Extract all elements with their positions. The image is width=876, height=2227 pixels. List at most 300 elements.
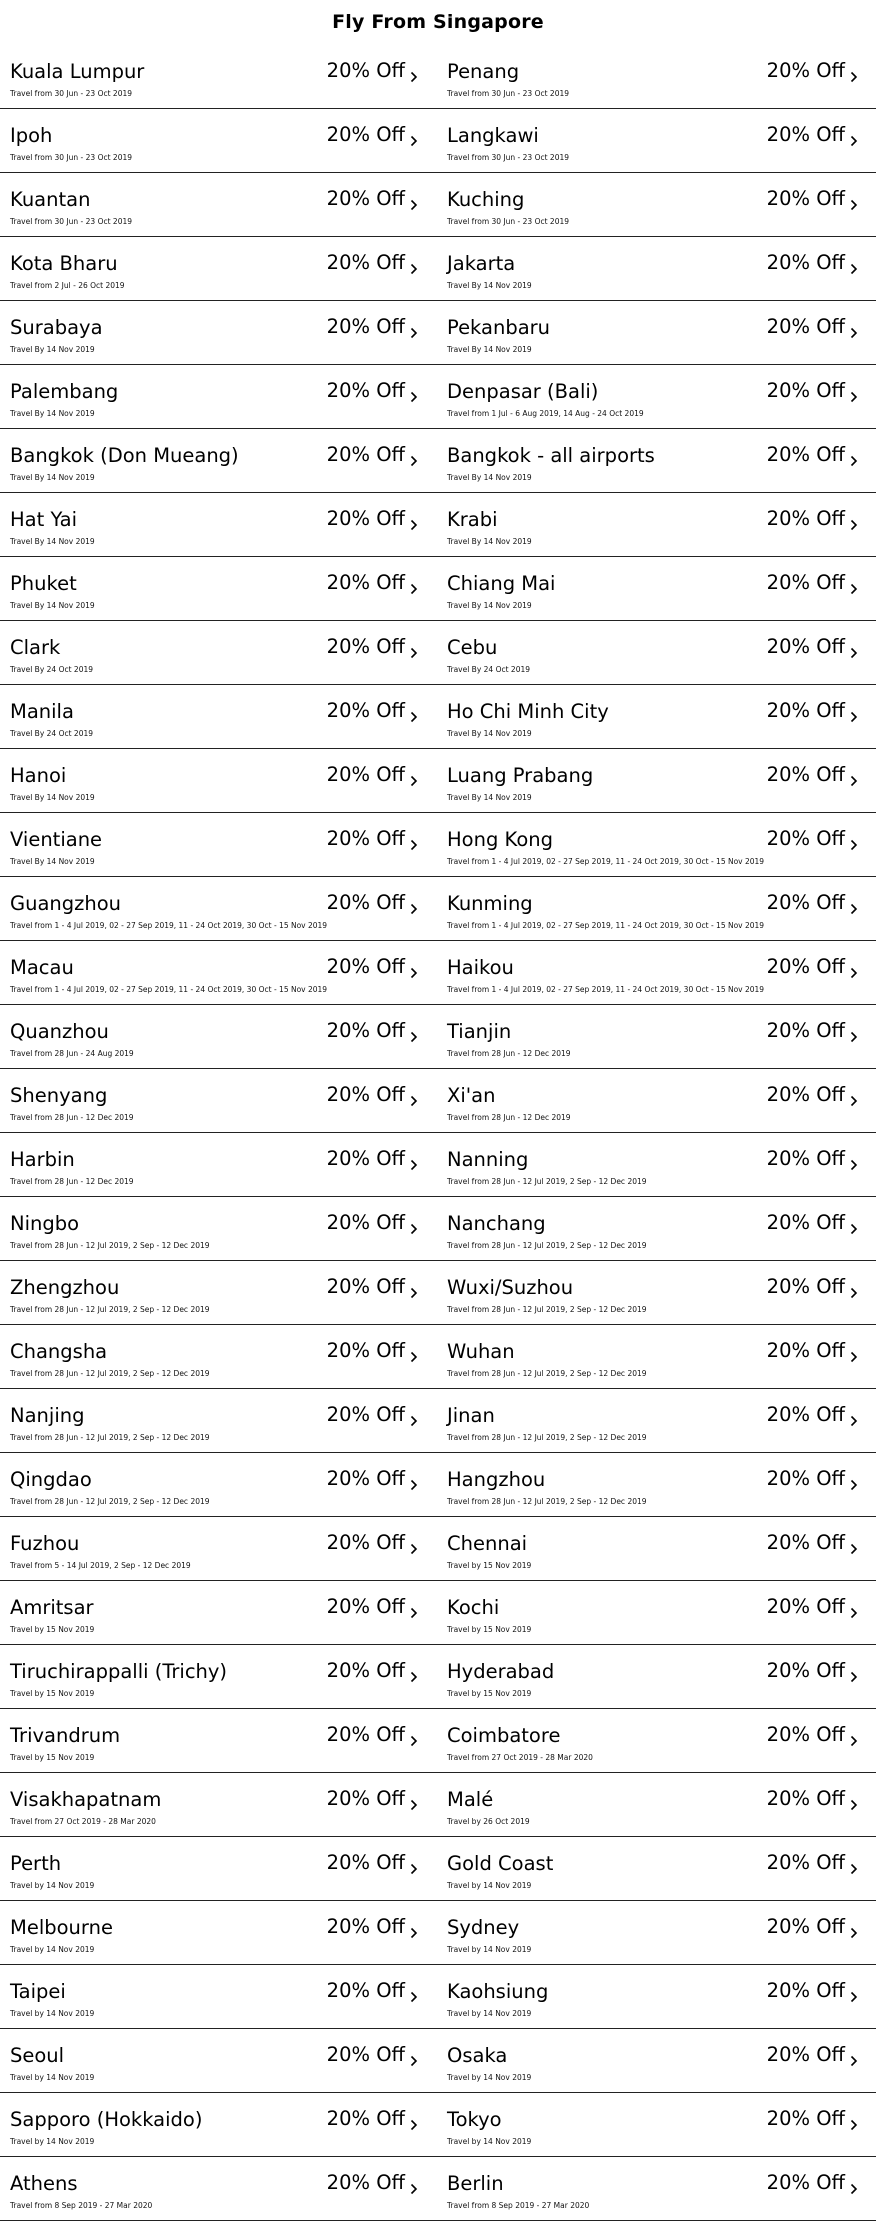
discount-label: 20% Off: [326, 315, 405, 338]
discount-label: 20% Off: [326, 379, 405, 402]
discount-label: 20% Off: [326, 1467, 405, 1490]
travel-period: Travel from 28 Jun - 12 Dec 2019: [447, 1113, 571, 1122]
destination-city: Changsha: [10, 1340, 108, 1363]
destination-city: Kaohsiung: [447, 1980, 549, 2003]
discount-label: 20% Off: [766, 1019, 845, 1042]
destination-card[interactable]: [0, 237, 436, 301]
chevron-right-icon: [410, 1031, 418, 1043]
destination-card[interactable]: [436, 237, 876, 301]
discount-label: 20% Off: [766, 1339, 845, 1362]
discount-label: 20% Off: [766, 2043, 845, 2066]
discount-label: 20% Off: [766, 1531, 845, 1554]
destination-card[interactable]: [436, 301, 876, 365]
travel-period: Travel by 14 Nov 2019: [447, 2137, 532, 2146]
destination-card[interactable]: [0, 2029, 436, 2093]
chevron-right-icon: [410, 1287, 418, 1299]
destination-city: Haikou: [447, 956, 514, 979]
discount-label: 20% Off: [326, 1659, 405, 1682]
travel-period: Travel by 15 Nov 2019: [447, 1689, 532, 1698]
destination-card[interactable]: [0, 1837, 436, 1901]
travel-period: Travel by 15 Nov 2019: [447, 1561, 532, 1570]
travel-period: Travel by 14 Nov 2019: [447, 1945, 532, 1954]
travel-period: Travel from 30 Jun - 23 Oct 2019: [447, 89, 570, 98]
destination-card[interactable]: [0, 1581, 436, 1645]
chevron-right-icon: [410, 391, 418, 403]
destination-card[interactable]: [0, 2157, 436, 2221]
chevron-right-icon: [410, 1671, 418, 1683]
chevron-right-icon: [410, 1159, 418, 1171]
destination-city: Clark: [10, 636, 61, 659]
destination-card[interactable]: [436, 877, 876, 941]
destination-card[interactable]: [0, 1901, 436, 1965]
destination-card[interactable]: [0, 2093, 436, 2157]
travel-period: Travel from 30 Jun - 23 Oct 2019: [10, 89, 133, 98]
destination-card[interactable]: [436, 2093, 876, 2157]
travel-period: Travel by 15 Nov 2019: [10, 1625, 95, 1634]
discount-label: 20% Off: [766, 2107, 845, 2130]
destination-card[interactable]: [0, 1453, 436, 1517]
chevron-right-icon: [410, 1863, 418, 1875]
discount-label: 20% Off: [766, 507, 845, 530]
destination-card[interactable]: [436, 685, 876, 749]
discount-label: 20% Off: [326, 1019, 405, 1042]
destination-city: Kuantan: [10, 188, 91, 211]
destination-card[interactable]: [436, 1005, 876, 1069]
chevron-right-icon: [410, 839, 418, 851]
travel-period: Travel from 28 Jun - 12 Jul 2019, 2 Sep - 12 Dec 2019: [447, 1369, 647, 1378]
travel-period: Travel By 14 Nov 2019: [10, 601, 95, 610]
chevron-right-icon: [850, 1607, 858, 1619]
chevron-right-icon: [410, 903, 418, 915]
discount-label: 20% Off: [326, 635, 405, 658]
discount-label: 20% Off: [326, 59, 405, 82]
destination-city: Bangkok - all airports: [447, 444, 655, 467]
destination-card[interactable]: [436, 429, 876, 493]
destination-card[interactable]: [0, 557, 436, 621]
destination-card[interactable]: [436, 1901, 876, 1965]
destination-card[interactable]: [0, 45, 436, 109]
destination-city: Chiang Mai: [447, 572, 556, 595]
destination-city: Langkawi: [447, 124, 539, 147]
travel-period: Travel By 14 Nov 2019: [447, 281, 532, 290]
travel-period: Travel from 1 Jul - 6 Aug 2019, 14 Aug - 24 Oct 2019: [447, 409, 644, 418]
chevron-right-icon: [850, 1415, 858, 1427]
destination-city: Kochi: [447, 1596, 500, 1619]
travel-period: Travel from 28 Jun - 12 Jul 2019, 2 Sep - 12 Dec 2019: [447, 1433, 647, 1442]
travel-period: Travel By 14 Nov 2019: [10, 537, 95, 546]
discount-label: 20% Off: [326, 827, 405, 850]
destination-city: Bangkok (Don Mueang): [10, 444, 239, 467]
chevron-right-icon: [850, 711, 858, 723]
discount-label: 20% Off: [326, 1403, 405, 1426]
chevron-right-icon: [410, 1991, 418, 2003]
discount-label: 20% Off: [326, 2107, 405, 2130]
destination-card[interactable]: [0, 1069, 436, 1133]
discount-label: 20% Off: [766, 123, 845, 146]
destination-city: Kota Bharu: [10, 252, 118, 275]
destination-city: Kuala Lumpur: [10, 60, 145, 83]
destination-city: Fuzhou: [10, 1532, 80, 1555]
destination-card[interactable]: [436, 493, 876, 557]
travel-period: Travel by 14 Nov 2019: [10, 2009, 95, 2018]
destination-city: Vientiane: [10, 828, 103, 851]
discount-label: 20% Off: [766, 827, 845, 850]
travel-period: Travel from 28 Jun - 12 Jul 2019, 2 Sep - 12 Dec 2019: [447, 1177, 647, 1186]
discount-label: 20% Off: [766, 1723, 845, 1746]
discount-label: 20% Off: [766, 379, 845, 402]
chevron-right-icon: [410, 1607, 418, 1619]
destination-city: Pekanbaru: [447, 316, 551, 339]
travel-period: Travel By 14 Nov 2019: [447, 729, 532, 738]
destination-city: Surabaya: [10, 316, 103, 339]
travel-period: Travel from 28 Jun - 12 Jul 2019, 2 Sep - 12 Dec 2019: [10, 1433, 210, 1442]
travel-period: Travel from 30 Jun - 23 Oct 2019: [447, 217, 570, 226]
discount-label: 20% Off: [326, 2171, 405, 2194]
travel-period: Travel By 24 Oct 2019: [10, 665, 94, 674]
travel-period: Travel by 14 Nov 2019: [10, 2137, 95, 2146]
destination-city: Hangzhou: [447, 1468, 546, 1491]
destination-city: Seoul: [10, 2044, 65, 2067]
chevron-right-icon: [850, 1799, 858, 1811]
destination-city: Hong Kong: [447, 828, 554, 851]
destination-city: Coimbatore: [447, 1724, 561, 1747]
destination-card[interactable]: [436, 365, 876, 429]
destination-city: Jakarta: [447, 252, 516, 275]
destination-city: Manila: [10, 700, 74, 723]
destination-city: Kunming: [447, 892, 533, 915]
travel-period: Travel from 28 Jun - 12 Dec 2019: [447, 1049, 571, 1058]
chevron-right-icon: [410, 1543, 418, 1555]
chevron-right-icon: [410, 135, 418, 147]
discount-label: 20% Off: [326, 1275, 405, 1298]
destination-card[interactable]: [436, 1709, 876, 1773]
destination-card[interactable]: [0, 1645, 436, 1709]
discount-label: 20% Off: [766, 1595, 845, 1618]
discount-label: 20% Off: [766, 635, 845, 658]
destination-city: Taipei: [10, 1980, 66, 2003]
travel-period: Travel by 14 Nov 2019: [10, 2073, 95, 2082]
destination-city: Cebu: [447, 636, 498, 659]
chevron-right-icon: [850, 1671, 858, 1683]
chevron-right-icon: [850, 1095, 858, 1107]
chevron-right-icon: [850, 583, 858, 595]
travel-period: Travel from 28 Jun - 24 Aug 2019: [10, 1049, 134, 1058]
travel-period: Travel from 28 Jun - 12 Jul 2019, 2 Sep - 12 Dec 2019: [10, 1241, 210, 1250]
travel-period: Travel by 14 Nov 2019: [447, 2009, 532, 2018]
chevron-right-icon: [850, 1031, 858, 1043]
destination-card[interactable]: [436, 1581, 876, 1645]
discount-label: 20% Off: [326, 1851, 405, 1874]
chevron-right-icon: [850, 647, 858, 659]
discount-label: 20% Off: [326, 507, 405, 530]
travel-period: Travel By 14 Nov 2019: [10, 793, 95, 802]
destination-city: Denpasar (Bali): [447, 380, 599, 403]
chevron-right-icon: [850, 967, 858, 979]
destination-card[interactable]: [0, 749, 436, 813]
travel-period: Travel by 15 Nov 2019: [10, 1753, 95, 1762]
destination-card[interactable]: [436, 1325, 876, 1389]
travel-period: Travel from 30 Jun - 23 Oct 2019: [447, 153, 570, 162]
destination-card[interactable]: [0, 1709, 436, 1773]
chevron-right-icon: [410, 519, 418, 531]
destination-city: Penang: [447, 60, 520, 83]
destination-card[interactable]: [436, 1517, 876, 1581]
discount-label: 20% Off: [766, 443, 845, 466]
destination-city: Qingdao: [10, 1468, 92, 1491]
destination-city: Ho Chi Minh City: [447, 700, 609, 723]
chevron-right-icon: [410, 1927, 418, 1939]
destination-card[interactable]: [436, 2157, 876, 2221]
travel-period: Travel By 14 Nov 2019: [447, 537, 532, 546]
chevron-right-icon: [850, 2119, 858, 2131]
chevron-right-icon: [410, 1479, 418, 1491]
discount-label: 20% Off: [326, 187, 405, 210]
travel-period: Travel from 1 - 4 Jul 2019, 02 - 27 Sep 2019, 11 - 24 Oct 2019, 30 Oct - 15 Nov 2019: [447, 921, 765, 930]
destination-city: Xi'an: [447, 1084, 496, 1107]
chevron-right-icon: [850, 1735, 858, 1747]
chevron-right-icon: [850, 135, 858, 147]
destination-card[interactable]: [436, 557, 876, 621]
chevron-right-icon: [850, 455, 858, 467]
destination-card[interactable]: [0, 941, 436, 1005]
travel-period: Travel from 28 Jun - 12 Jul 2019, 2 Sep - 12 Dec 2019: [447, 1241, 647, 1250]
travel-period: Travel from 28 Jun - 12 Dec 2019: [10, 1113, 134, 1122]
discount-label: 20% Off: [326, 1723, 405, 1746]
chevron-right-icon: [410, 583, 418, 595]
destination-city: Phuket: [10, 572, 77, 595]
discount-label: 20% Off: [766, 763, 845, 786]
discount-label: 20% Off: [766, 1467, 845, 1490]
travel-period: Travel from 28 Jun - 12 Jul 2019, 2 Sep - 12 Dec 2019: [10, 1369, 210, 1378]
chevron-right-icon: [850, 263, 858, 275]
destination-city: Hat Yai: [10, 508, 78, 531]
destination-card[interactable]: [436, 1645, 876, 1709]
destination-card[interactable]: [436, 1261, 876, 1325]
discount-label: 20% Off: [766, 955, 845, 978]
chevron-right-icon: [410, 1735, 418, 1747]
destination-card[interactable]: [0, 1517, 436, 1581]
destination-card[interactable]: [0, 301, 436, 365]
destination-city: Tiruchirappalli (Trichy): [10, 1660, 228, 1683]
destination-city: Quanzhou: [10, 1020, 109, 1043]
destination-city: Melbourne: [10, 1916, 113, 1939]
travel-period: Travel from 30 Jun - 23 Oct 2019: [10, 217, 133, 226]
chevron-right-icon: [850, 1351, 858, 1363]
discount-label: 20% Off: [326, 443, 405, 466]
destination-city: Tianjin: [447, 1020, 512, 1043]
destination-card[interactable]: [0, 621, 436, 685]
travel-period: Travel By 14 Nov 2019: [447, 601, 532, 610]
discount-label: 20% Off: [326, 1211, 405, 1234]
travel-period: Travel from 8 Sep 2019 - 27 Mar 2020: [447, 2201, 590, 2210]
chevron-right-icon: [410, 647, 418, 659]
discount-label: 20% Off: [326, 571, 405, 594]
travel-period: Travel By 14 Nov 2019: [447, 793, 532, 802]
discount-label: 20% Off: [766, 251, 845, 274]
destination-card[interactable]: [436, 1389, 876, 1453]
chevron-right-icon: [410, 327, 418, 339]
discount-label: 20% Off: [326, 1787, 405, 1810]
destination-city: Guangzhou: [10, 892, 122, 915]
destination-city: Jinan: [447, 1404, 495, 1427]
destination-card[interactable]: [436, 1773, 876, 1837]
chevron-right-icon: [410, 1799, 418, 1811]
travel-period: Travel By 14 Nov 2019: [10, 345, 95, 354]
chevron-right-icon: [850, 71, 858, 83]
destination-city: Palembang: [10, 380, 119, 403]
travel-period: Travel from 28 Jun - 12 Jul 2019, 2 Sep - 12 Dec 2019: [447, 1305, 647, 1314]
chevron-right-icon: [410, 967, 418, 979]
chevron-right-icon: [850, 1863, 858, 1875]
chevron-right-icon: [410, 1095, 418, 1107]
discount-label: 20% Off: [326, 955, 405, 978]
destination-card[interactable]: [436, 1197, 876, 1261]
discount-label: 20% Off: [766, 571, 845, 594]
discount-label: 20% Off: [326, 1339, 405, 1362]
destination-card[interactable]: [436, 749, 876, 813]
discount-label: 20% Off: [766, 1275, 845, 1298]
destination-card[interactable]: [0, 1133, 436, 1197]
travel-period: Travel from 1 - 4 Jul 2019, 02 - 27 Sep 2019, 11 - 24 Oct 2019, 30 Oct - 15 Nov 2019: [10, 985, 328, 994]
travel-period: Travel from 28 Jun - 12 Jul 2019, 2 Sep - 12 Dec 2019: [10, 1497, 210, 1506]
destination-city: Sydney: [447, 1916, 520, 1939]
chevron-right-icon: [410, 1351, 418, 1363]
destination-card[interactable]: [0, 1389, 436, 1453]
destination-card[interactable]: [436, 2029, 876, 2093]
chevron-right-icon: [850, 327, 858, 339]
chevron-right-icon: [850, 903, 858, 915]
discount-label: 20% Off: [766, 315, 845, 338]
destination-card[interactable]: [0, 877, 436, 941]
destination-city: Chennai: [447, 1532, 528, 1555]
travel-period: Travel from 2 Jul - 26 Oct 2019: [10, 281, 125, 290]
chevron-right-icon: [850, 199, 858, 211]
discount-label: 20% Off: [766, 187, 845, 210]
destination-card[interactable]: [436, 1837, 876, 1901]
chevron-right-icon: [850, 1223, 858, 1235]
destination-city: Krabi: [447, 508, 498, 531]
destination-card[interactable]: [0, 493, 436, 557]
travel-period: Travel from 27 Oct 2019 - 28 Mar 2020: [10, 1817, 156, 1826]
destination-city: Wuxi/Suzhou: [447, 1276, 574, 1299]
chevron-right-icon: [850, 391, 858, 403]
destination-card[interactable]: [436, 621, 876, 685]
discount-label: 20% Off: [766, 891, 845, 914]
travel-period: Travel By 14 Nov 2019: [10, 409, 95, 418]
travel-period: Travel from 28 Jun - 12 Dec 2019: [10, 1177, 134, 1186]
travel-period: Travel By 24 Oct 2019: [10, 729, 94, 738]
discount-label: 20% Off: [326, 891, 405, 914]
destination-card[interactable]: [436, 1133, 876, 1197]
destination-city: Shenyang: [10, 1084, 108, 1107]
chevron-right-icon: [850, 1159, 858, 1171]
discount-label: 20% Off: [766, 1659, 845, 1682]
destination-city: Osaka: [447, 2044, 508, 2067]
chevron-right-icon: [410, 1415, 418, 1427]
chevron-right-icon: [850, 839, 858, 851]
destination-card[interactable]: [436, 1069, 876, 1133]
chevron-right-icon: [850, 2183, 858, 2195]
destination-card[interactable]: [0, 1965, 436, 2029]
travel-period: Travel by 14 Nov 2019: [10, 1881, 95, 1890]
travel-period: Travel from 28 Jun - 12 Jul 2019, 2 Sep - 12 Dec 2019: [10, 1305, 210, 1314]
travel-period: Travel by 15 Nov 2019: [10, 1689, 95, 1698]
destination-card[interactable]: [436, 45, 876, 109]
travel-period: Travel from 5 - 14 Jul 2019, 2 Sep - 12 Dec 2019: [10, 1561, 191, 1570]
destination-city: Malé: [447, 1788, 494, 1811]
travel-period: Travel by 14 Nov 2019: [447, 1881, 532, 1890]
destination-city: Kuching: [447, 188, 525, 211]
discount-label: 20% Off: [766, 1083, 845, 1106]
discount-label: 20% Off: [766, 699, 845, 722]
chevron-right-icon: [410, 711, 418, 723]
destination-grid: [0, 45, 876, 2221]
destination-card[interactable]: [436, 1965, 876, 2029]
discount-label: 20% Off: [326, 699, 405, 722]
destination-card[interactable]: [436, 109, 876, 173]
travel-period: Travel By 14 Nov 2019: [447, 473, 532, 482]
discount-label: 20% Off: [326, 763, 405, 786]
chevron-right-icon: [410, 263, 418, 275]
discount-label: 20% Off: [766, 1211, 845, 1234]
destination-card[interactable]: [436, 813, 876, 877]
discount-label: 20% Off: [766, 1851, 845, 1874]
discount-label: 20% Off: [766, 1979, 845, 2002]
destination-card[interactable]: [436, 941, 876, 1005]
chevron-right-icon: [850, 2055, 858, 2067]
travel-period: Travel from 1 - 4 Jul 2019, 02 - 27 Sep 2019, 11 - 24 Oct 2019, 30 Oct - 15 Nov 2019: [447, 985, 765, 994]
travel-period: Travel from 30 Jun - 23 Oct 2019: [10, 153, 133, 162]
chevron-right-icon: [410, 455, 418, 467]
destination-card[interactable]: [0, 109, 436, 173]
discount-label: 20% Off: [766, 1915, 845, 1938]
destination-card[interactable]: [0, 685, 436, 749]
destination-card[interactable]: [0, 1005, 436, 1069]
travel-period: Travel from 27 Oct 2019 - 28 Mar 2020: [447, 1753, 593, 1762]
destination-card[interactable]: [0, 365, 436, 429]
destination-card[interactable]: [436, 1453, 876, 1517]
destination-card[interactable]: [0, 1261, 436, 1325]
chevron-right-icon: [850, 775, 858, 787]
destination-city: Gold Coast: [447, 1852, 554, 1875]
destination-card[interactable]: [0, 1197, 436, 1261]
chevron-right-icon: [410, 199, 418, 211]
destination-city: Nanchang: [447, 1212, 546, 1235]
travel-period: Travel from 1 - 4 Jul 2019, 02 - 27 Sep 2019, 11 - 24 Oct 2019, 30 Oct - 15 Nov 2019: [447, 857, 765, 866]
discount-label: 20% Off: [766, 1787, 845, 1810]
chevron-right-icon: [410, 2183, 418, 2195]
destination-card[interactable]: [436, 173, 876, 237]
discount-label: 20% Off: [326, 1083, 405, 1106]
travel-period: Travel By 14 Nov 2019: [10, 857, 95, 866]
discount-label: 20% Off: [326, 1531, 405, 1554]
chevron-right-icon: [850, 1991, 858, 2003]
destination-city: Trivandrum: [10, 1724, 121, 1747]
destination-city: Tokyo: [447, 2108, 502, 2131]
destination-card[interactable]: [0, 429, 436, 493]
chevron-right-icon: [850, 519, 858, 531]
destination-card[interactable]: [0, 1773, 436, 1837]
discount-label: 20% Off: [326, 1915, 405, 1938]
chevron-right-icon: [410, 1223, 418, 1235]
travel-period: Travel By 24 Oct 2019: [447, 665, 531, 674]
travel-period: Travel by 14 Nov 2019: [447, 2073, 532, 2082]
destination-card[interactable]: [0, 813, 436, 877]
destination-card[interactable]: [0, 1325, 436, 1389]
discount-label: 20% Off: [326, 123, 405, 146]
destination-card[interactable]: [0, 173, 436, 237]
chevron-right-icon: [850, 1543, 858, 1555]
